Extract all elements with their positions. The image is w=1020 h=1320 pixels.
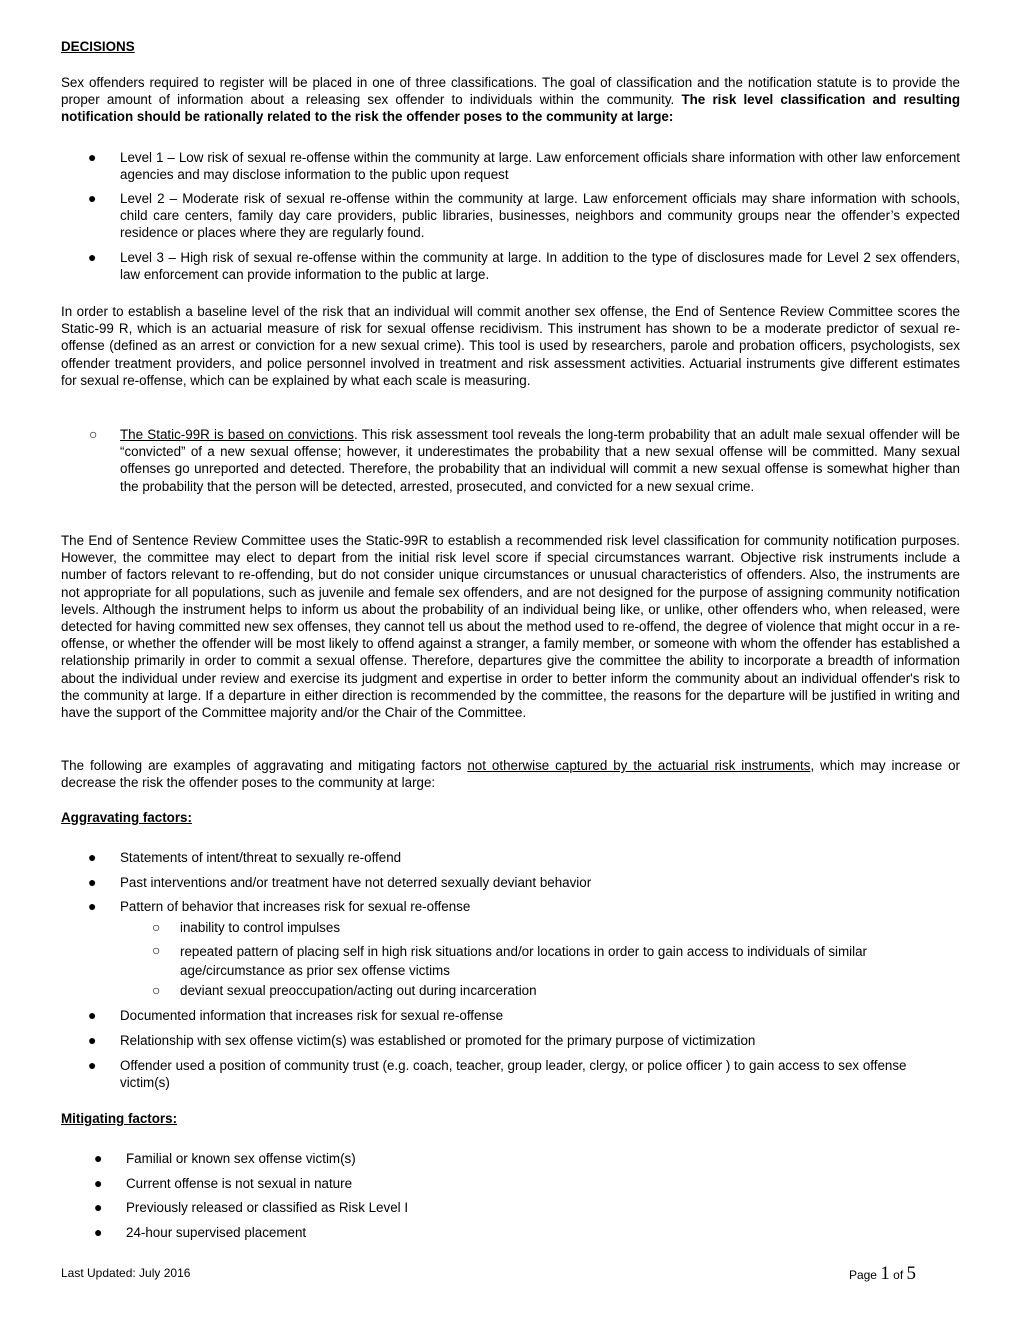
circle-bullet-icon: ○ [152, 942, 161, 958]
bullet-icon: ● [88, 849, 97, 865]
factors-paragraph [61, 757, 960, 791]
baseline-paragraph: In order to establish a baseline level of the risk that an individual will commit another sex offense, the End of Sentence Review Committee scores the Static-99 R, which is an actuarial measure of risk for sexual offense recidivism. This instrument has shown to be a moderate predictor of sexual re-offense (defined as an arrest or conviction for a new sexual crime). This tool is used by researchers, parole and probation officers, psychologists, sex offender treatment providers, and police personnel involved in treatment and risk assessment activities. Actuarial instruments give different estimates for sexual re-offense, which can be explained by what each scale is measuring. [61, 304, 960, 388]
page-word: Page [848, 1268, 881, 1282]
page-number: 1 [880, 1263, 890, 1284]
aggravating-heading: Aggravating factors: [61, 810, 192, 825]
bullet-icon: ● [94, 1150, 103, 1166]
static-note-text [120, 426, 960, 495]
bullet-icon: ● [88, 149, 97, 165]
page-counter [849, 1265, 916, 1284]
pattern-subitem-text: deviant sexual preoccupation/acting out during incarceration [180, 983, 537, 998]
aggravating-item-text: Offender used a position of community trust (e.g. coach, teacher, group leader, clergy, or police officer ) to gain access to sex offense victim(s) [120, 1058, 907, 1091]
static-note-underlined: The Static-99R is based on convictions [120, 427, 355, 442]
bullet-icon: ● [88, 898, 97, 914]
bullet-icon: ● [88, 1007, 97, 1023]
bullet-icon: ● [88, 1057, 97, 1073]
page-footer [61, 1265, 916, 1282]
bullet-icon: ● [94, 1199, 103, 1215]
aggravating-item-text: Statements of intent/threat to sexually re-offend [120, 850, 402, 865]
aggravating-item-text: Past interventions and/or treatment have not deterred sexually deviant behavior [120, 875, 592, 890]
factors-text-underlined: not otherwise captured by the actuarial risk instruments [467, 758, 811, 773]
pattern-subitem-text: repeated pattern of placing self in high risk situations and/or locations in order to gain access to individuals of similar age/circumstance as prior sex offense victims [180, 944, 868, 978]
aggravating-item-text: Documented information that increases risk for sexual re-offense [120, 1008, 504, 1023]
level-1-text: Level 1 – Low risk of sexual re-offense within the community at large. Law enforcement officials share information with other law enforcement agencies and may disclose information to the public upon request [120, 150, 960, 183]
factors-text-after: , which may increase or decrease the risk the offender poses to the community at large: [61, 758, 961, 791]
aggravating-item-text: Pattern of behavior that increases risk for sexual re-offense [120, 899, 471, 914]
intro-paragraph [61, 74, 960, 126]
page-total: 5 [906, 1263, 916, 1284]
bullet-icon: ● [94, 1175, 103, 1191]
last-updated: Last Updated: July 2016 [61, 1266, 191, 1280]
mitigating-item-text: 24-hour supervised placement [126, 1225, 307, 1240]
intro-bold-text: The risk level classification and resulting notification should be rationally related to the risk the offender poses to the community at large: [61, 92, 960, 125]
bullet-icon: ● [88, 1032, 97, 1048]
circle-bullet-icon: ○ [152, 982, 161, 998]
pattern-subitem-text: inability to control impulses [180, 920, 341, 935]
static-note-rest: . This risk assessment tool reveals the long-term probability that an adult male sexual offender will be “convicted” of a new sexual offense; however, it underestimates the probability that a new sexual offense will be committed. Many sexual offenses go unreported and detected. Therefore, the probability that an individual will commit a new sexual offense is somewhat higher than the probability that the person will be detected, arrested, prosecuted, and convicted for a new sexual crime. [120, 427, 961, 494]
circle-bullet-icon: ○ [152, 919, 161, 935]
bullet-icon: ● [88, 249, 97, 265]
circle-bullet-icon: ○ [89, 426, 98, 442]
mitigating-heading: Mitigating factors: [61, 1111, 178, 1126]
bullet-icon: ● [88, 190, 97, 206]
page-title: DECISIONS [61, 39, 135, 54]
of-word: of [889, 1268, 907, 1282]
aggravating-item-text: Relationship with sex offense victim(s) was established or promoted for the primary purpose of victimization [120, 1033, 756, 1048]
level-2-text: Level 2 – Moderate risk of sexual re-offense within the community at large. Law enforcement officials may share information with schools, child care centers, family day care providers, public libraries, businesses, neighbors and community groups near the offender’s expected residence or places where they are regularly found. [120, 191, 960, 241]
mitigating-item-text: Familial or known sex offense victim(s) [126, 1151, 356, 1166]
committee-paragraph: The End of Sentence Review Committee uses the Static-99R to establish a recommended risk level classification for community notification purposes. However, the committee may elect to depart from the initial risk level score if special circumstances warrant. Objective risk instruments include a number of factors relevant to re-offending, but do not consider unique circumstances or unusual characteristics of offenders. Also, the instruments are not appropriate for all populations, such as juvenile and female sex offenders, and are not designed for the purpose of assigning community notification levels. Although the instrument helps to inform us about the probability of an individual being like, or unlike, other offenders who, when released, were detected for having committed new sex offenses, they cannot tell us about the method used to re-offend, the degree of violence that might occur in a re-offense, or whether the offender will be most likely to offend against a stranger, a family member, or someone with whom the offender has established a relationship primarily in order to commit a sexual offense. Therefore, departures give the committee the ability to incorporate a breadth of information about the individual under review and exercise its judgment and expertise in order to better inform the community about an individual offender's risk to the community at large. If a departure in either direction is recommended by the committee, the reasons for the departure will be justified in writing and have the support of the Committee majority and/or the Chair of the Committee. [61, 533, 960, 721]
bullet-icon: ● [88, 874, 97, 890]
mitigating-item-text: Current offense is not sexual in nature [126, 1176, 353, 1191]
bullet-icon: ● [94, 1224, 103, 1240]
factors-text-before: The following are examples of aggravating and mitigating factors [61, 758, 468, 773]
level-3-text: Level 3 – High risk of sexual re-offense within the community at large. In addition to the type of disclosures made for Level 2 sex offenders, law enforcement can provide information to the public at large. [120, 250, 960, 283]
mitigating-item-text: Previously released or classified as Risk Level I [126, 1200, 409, 1215]
intro-text: Sex offenders required to register will be placed in one of three classifications. The goal of classification and the notification statute is to provide the proper amount of information about a releasing sex offender to individuals within the community. [61, 75, 960, 108]
